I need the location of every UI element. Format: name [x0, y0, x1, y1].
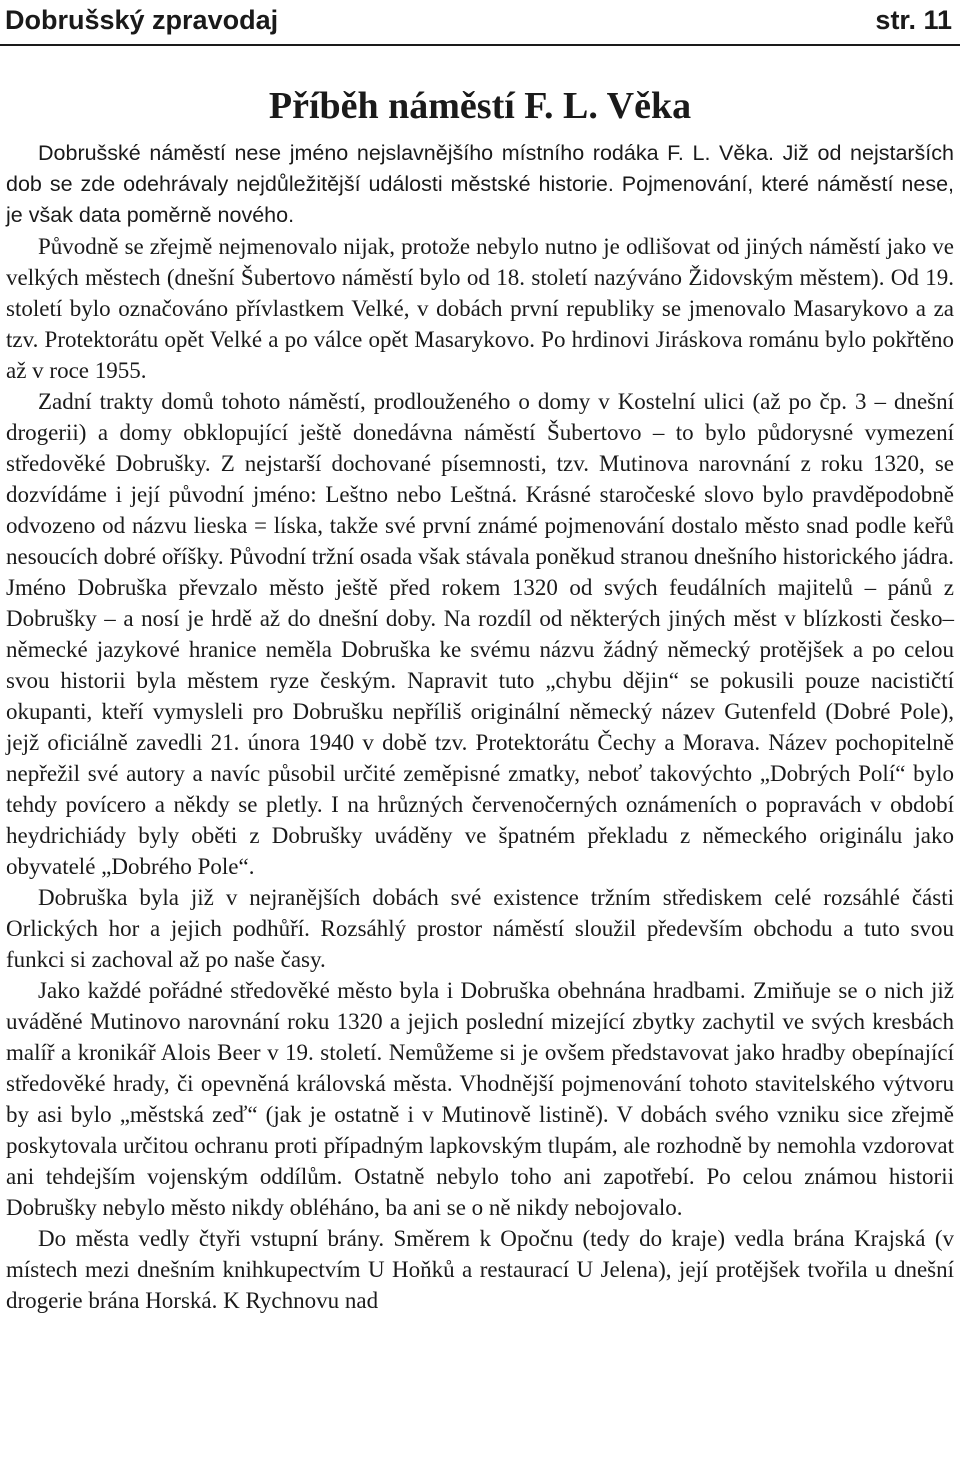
paragraph: Dobruška byla již v nejranějších dobách své existence tržním střediskem celé rozsáhlé části Orlických hor a jejich podhůří. Rozsáhlý prostor náměstí sloužil především obchodu a tuto svou funkci si zachoval až po naše časy.	[6, 885, 954, 972]
paragraph: Zadní trakty domů tohoto náměstí, prodlouženého o domy v Kostelní ulici (až po čp. 3 – dnešní drogerii) a domy obklopující ještě donedávna náměstí Šubertovo – to bylo půdorysné vymezení středověké Dobrušky. Z nejstarší dochované písemnosti, tzv. Mutinova narovnání z roku 1320, se dozvídáme i její původní jméno: Leštno nebo Leštná. Krásné staročeské slovo bylo pravděpodobně odvozeno od názvu lieska = líska, takže své první známé pojmenování dostalo město snad podle keřů nesoucích dobré oříšky. Původní tržní osada však stávala poněkud stranou dnešního historického jádra. Jméno Dobruška převzalo město ještě před rokem 1320 od svých feudálních majitelů – pánů z Dobrušky – a nosí je hrdě až do dnešní doby. Na rozdíl od některých jiných měst v blízkosti česko–německé jazykové hranice neměla Dobruška ke svému názvu žádný německý protějšek a po celou svou historii byla městem ryze českým. Napravit tuto „chybu dějin“ se pokusili pouze nacističtí okupanti, kteří vymysleli pro Dobrušku nepříliš originální německý název Gutenfeld (Dobré Pole), jejž oficiálně zavedli 21. února 1940 v době tzv. Protektorátu Čechy a Morava. Název pochopitelně nepřežil své autory a navíc působil určité zeměpisné zmatky, neboť takovýchto „Dobrých Polí“ bylo tehdy povícero a někdy se pletly. I na hrůzných červenočerných oznámeních o popravách v období heydrichiády byly oběti z Dobrušky uváděny ve špatném překladu z německého originálu jako obyvatelé „Dobrého Pole“.	[6, 389, 954, 879]
publication-name: Dobrušský zpravodaj	[5, 5, 279, 35]
paragraph: Do města vedly čtyři vstupní brány. Směrem k Opočnu (tedy do kraje) vedla brána Krajská (v místech mezi dnešním knihkupectvím U Hoňků a restaurací U Jelena), její protějšek tvořila u dnešní drogerie brána Horská. K Rychnovu nad	[6, 1226, 954, 1313]
article-body	[6, 138, 954, 1316]
paragraph: Původně se zřejmě nejmenovalo nijak, protože nebylo nutno je odlišovat od jiných náměstí jako ve velkých městech (dnešní Šubertovo náměstí bylo od 18. století nazýváno Židovským městem). Od 19. století bylo označováno přívlastkem Velké, v dobách první republiky se jmenovalo Masarykovo a za tzv. Protektorátu opět Velké a po válce opět Masarykovo. Po hrdinovi Jiráskova románu bylo pokřtěno až v roce 1955.	[6, 234, 954, 383]
paragraph: Jako každé pořádné středověké město byla i Dobruška obehnána hradbami. Zmiňuje se o nich již uváděné Mutinovo narovnání roku 1320 a jejich poslední mizející zbytky zachytil ve svých kresbách malíř a kronikář Alois Beer v 19. století. Nemůžeme si je ovšem představovat jako hradby obepínající středověké hrady, či opevněná královská města. Vhodnější pojmenování tohoto stavitelského výtvoru by asi bylo „městská zeď“ (jak je ostatně i v Mutinově listině). V dobách svého vzniku sice zřejmě poskytovala určitou ochranu proti případným lapkovským tlupám, ale rozhodně by nemohla vzdorovat ani tehdejším vojenským oddílům. Ostatně nebylo toho ani zapotřebí. Po celou známou historii Dobrušky nebylo město nikdy obléháno, ba ani se o ně nikdy nebojovalo.	[6, 978, 954, 1220]
page-number: str. 11	[875, 5, 952, 35]
article-lead: Dobrušské náměstí nese jméno nejslavnějšího místního rodáka F. L. Věka. Již od nejstarších dob se zde odehrávaly nejdůležitější události městské historie. Pojmenování, které náměstí nese, je však data poměrně nového.	[6, 141, 954, 227]
article-title: Příběh náměstí F. L. Věka	[268, 85, 692, 127]
page-header	[0, 0, 960, 46]
